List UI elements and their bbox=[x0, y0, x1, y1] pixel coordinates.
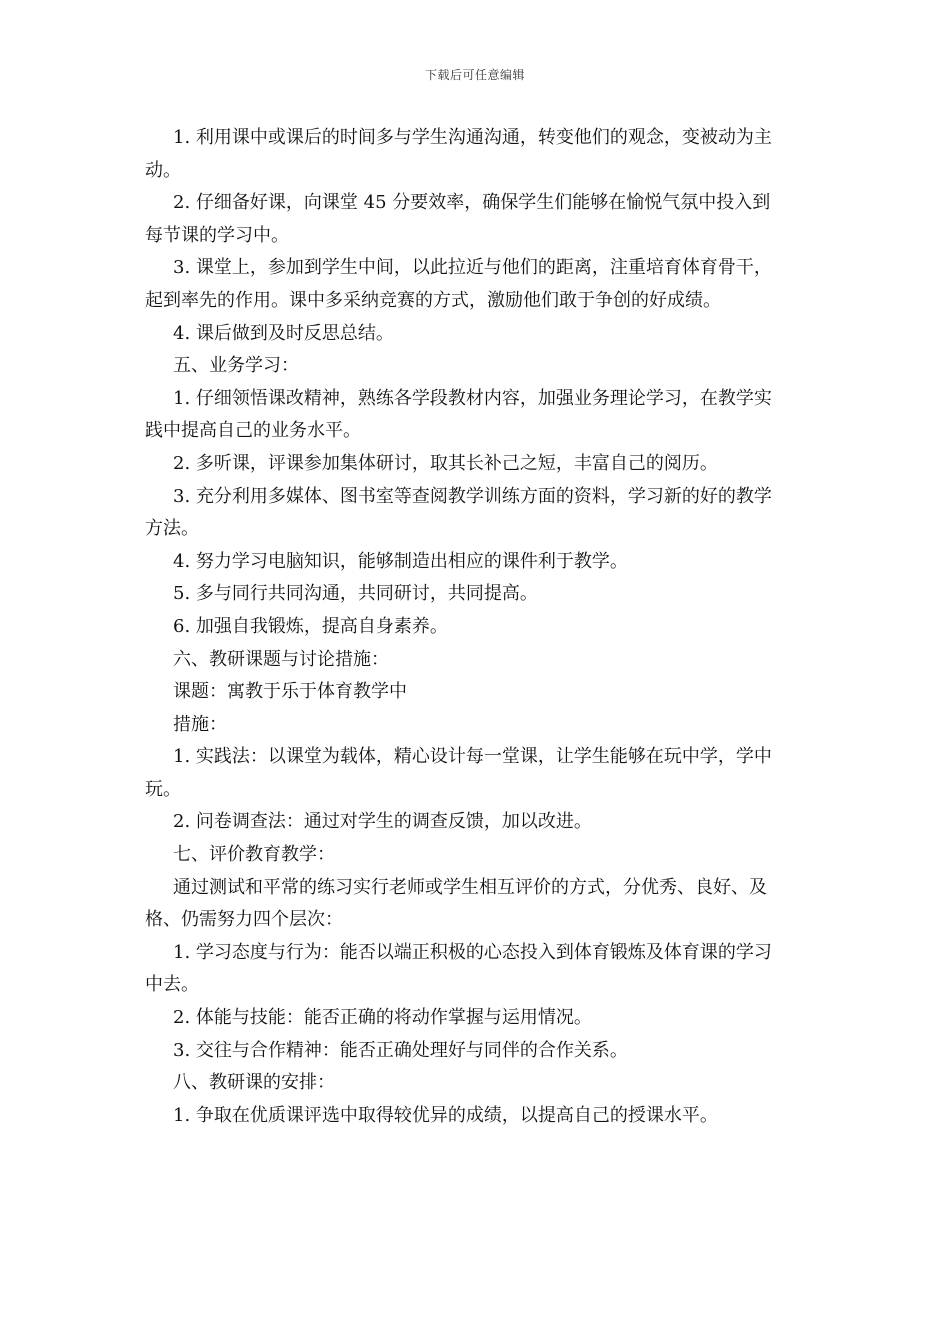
text-line: 措施： bbox=[173, 713, 227, 735]
text-line: 1. 实践法：以课堂为载体，精心设计每一堂课，让学生能够在玩中学，学中 bbox=[173, 746, 772, 768]
text-line: 方法。 bbox=[145, 518, 199, 540]
text-line: 3. 充分利用多媒体、图书室等查阅教学训练方面的资料，学习新的好的教学 bbox=[173, 485, 772, 507]
text-line: 2. 问卷调查法：通过对学生的调查反馈，加以改进。 bbox=[173, 811, 592, 833]
text-line: 动。 bbox=[145, 159, 181, 181]
text-line: 5. 多与同行共同沟通，共同研讨，共同提高。 bbox=[173, 583, 538, 605]
text-line: 通过测试和平常的练习实行老师或学生相互评价的方式，分优秀、良好、及 bbox=[173, 876, 767, 898]
text-line: 2. 体能与技能：能否正确的将动作掌握与运用情况。 bbox=[173, 1007, 592, 1029]
document-body bbox=[145, 122, 810, 1132]
section-heading: 七、评价教育教学： bbox=[173, 844, 335, 866]
header-note: 下载后可任意编辑 bbox=[424, 68, 525, 82]
text-line: 2. 多听课，评课参加集体研讨，取其长补己之短，丰富自己的阅历。 bbox=[173, 452, 718, 474]
text-line: 6. 加强自我锻炼，提高自身素养。 bbox=[173, 615, 448, 637]
text-line: 2. 仔细备好课，向课堂 45 分要效率，确保学生们能够在愉悦气氛中投入到 bbox=[173, 192, 771, 214]
text-line: 中去。 bbox=[145, 974, 199, 996]
text-line: 1. 争取在优质课评选中取得较优异的成绩，以提高自己的授课水平。 bbox=[173, 1104, 718, 1126]
text-line: 4. 课后做到及时反思总结。 bbox=[173, 322, 394, 344]
text-line: 课题：寓教于乐于体育教学中 bbox=[173, 681, 407, 703]
text-line: 每节课的学习中。 bbox=[145, 224, 289, 246]
text-line: 3. 课堂上，参加到学生中间，以此拉近与他们的距离，注重培育体育骨干， bbox=[173, 257, 772, 279]
text-line: 践中提高自己的业务水平。 bbox=[145, 420, 361, 442]
text-line: 1. 利用课中或课后的时间多与学生沟通沟通，转变他们的观念，变被动为主 bbox=[173, 127, 772, 148]
text-line: 玩。 bbox=[145, 778, 181, 800]
section-heading: 六、教研课题与讨论措施： bbox=[173, 648, 389, 670]
text-line: 4. 努力学习电脑知识，能够制造出相应的课件利于教学。 bbox=[173, 550, 628, 572]
text-line: 1. 仔细领悟课改精神，熟练各学段教材内容，加强业务理论学习，在教学实 bbox=[173, 387, 772, 409]
text-line: 1. 学习态度与行为：能否以端正积极的心态投入到体育锻炼及体育课的学习 bbox=[173, 941, 772, 963]
text-block bbox=[145, 122, 810, 1132]
text-line: 格、仍需努力四个层次： bbox=[145, 909, 343, 931]
section-heading: 八、教研课的安排： bbox=[173, 1072, 335, 1094]
text-line: 3. 交往与合作精神：能否正确处理好与同伴的合作关系。 bbox=[173, 1039, 628, 1061]
section-heading: 五、业务学习： bbox=[173, 355, 299, 377]
text-line: 起到率先的作用。课中多采纳竞赛的方式，激励他们敢于争创的好成绩。 bbox=[145, 289, 721, 311]
